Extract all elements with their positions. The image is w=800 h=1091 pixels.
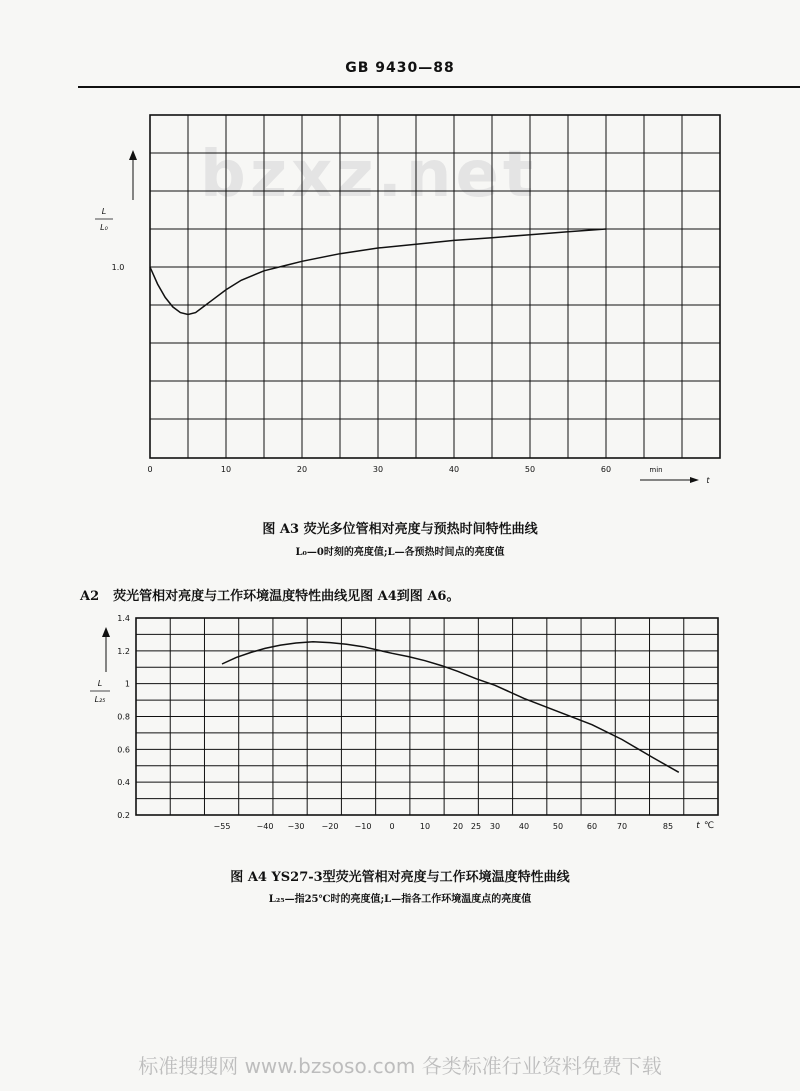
a4-x-tick-label: 70 <box>616 822 628 831</box>
watermark: bzxz.net <box>200 138 538 212</box>
a4-x-tick-label: −55 <box>213 822 231 831</box>
a4-x-tick-label: −40 <box>256 822 274 831</box>
a4-x-tick-label: 60 <box>586 822 598 831</box>
a3-x-tick-label: 20 <box>296 465 308 474</box>
a3-ylabel-numerator: L <box>101 207 107 216</box>
section-a2-text: 荧光管相对亮度与工作环境温度特性曲线见图 A4到图 A6。 <box>113 589 460 604</box>
section-a2-number: A2 <box>80 589 100 604</box>
a3-y-tick-label: 1.0 <box>111 263 125 272</box>
a4-x-tick-label: 85 <box>662 822 674 831</box>
a4-x-tick-label: −30 <box>287 822 305 831</box>
footer-watermark: 标准搜搜网 www.bzsoso.com 各类标准行业资料免费下载 <box>138 1054 662 1078</box>
a4-ylabel-denominator: L₂₅ <box>94 695 106 704</box>
figure-a3-caption: 图 A3 荧光多位管相对亮度与预热时间特性曲线 <box>262 522 538 537</box>
a4-y-tick-label: 1.2 <box>117 646 130 656</box>
a4-x-tick-label: −20 <box>321 822 339 831</box>
a4-x-unit-label: ℃ <box>703 821 715 831</box>
a3-x-tick-label: 50 <box>524 465 536 474</box>
a4-x-tick-label: 50 <box>552 822 564 831</box>
a4-y-tick-label: 0.8 <box>117 712 130 722</box>
a4-y-arrow-head <box>102 627 110 637</box>
a4-y-tick-label: 1.4 <box>117 614 130 623</box>
a4-x-tick-label: 30 <box>489 822 501 831</box>
a4-x-tick-label: 40 <box>518 822 530 831</box>
a4-x-tick-label: 25 <box>470 822 482 831</box>
a4-series-line <box>222 642 679 773</box>
a3-x-tick-label: 0 <box>147 465 153 474</box>
a3-x-tick-label: 10 <box>220 465 232 474</box>
a4-y-tick-label: 1 <box>124 679 130 689</box>
a4-y-tick-label: 0.4 <box>117 778 130 788</box>
a4-x-tick-label: 10 <box>419 822 431 831</box>
a3-x-unit-label: min <box>649 466 663 474</box>
a3-x-tick-label: 40 <box>448 465 460 474</box>
a4-x-symbol: t <box>696 821 700 831</box>
figure-a4-note: L₂₅—指25℃时的亮度值;L—指各工作环境温度点的亮度值 <box>268 894 532 905</box>
a4-ylabel-numerator: L <box>97 679 103 688</box>
a3-x-symbol: t <box>706 476 710 485</box>
a4-x-tick-label: −10 <box>354 822 372 831</box>
a4-y-tick-label: 0.2 <box>117 811 130 820</box>
document-header-title: GB 9430—88 <box>345 60 455 76</box>
a4-y-tick-label: 0.6 <box>117 745 130 755</box>
a3-x-tick-label: 60 <box>600 465 612 474</box>
a3-x-tick-label: 30 <box>372 465 384 474</box>
a4-x-tick-label: 20 <box>452 822 464 831</box>
figure-a4-caption: 图 A4 YS27-3型荧光管相对亮度与工作环境温度特性曲线 <box>230 870 570 885</box>
a4-x-tick-label: 0 <box>389 822 395 831</box>
a3-ylabel-denominator: L₀ <box>100 223 108 232</box>
figure-a3-note: L₀—0时刻的亮度值;L—各预热时间点的亮度值 <box>295 547 505 558</box>
